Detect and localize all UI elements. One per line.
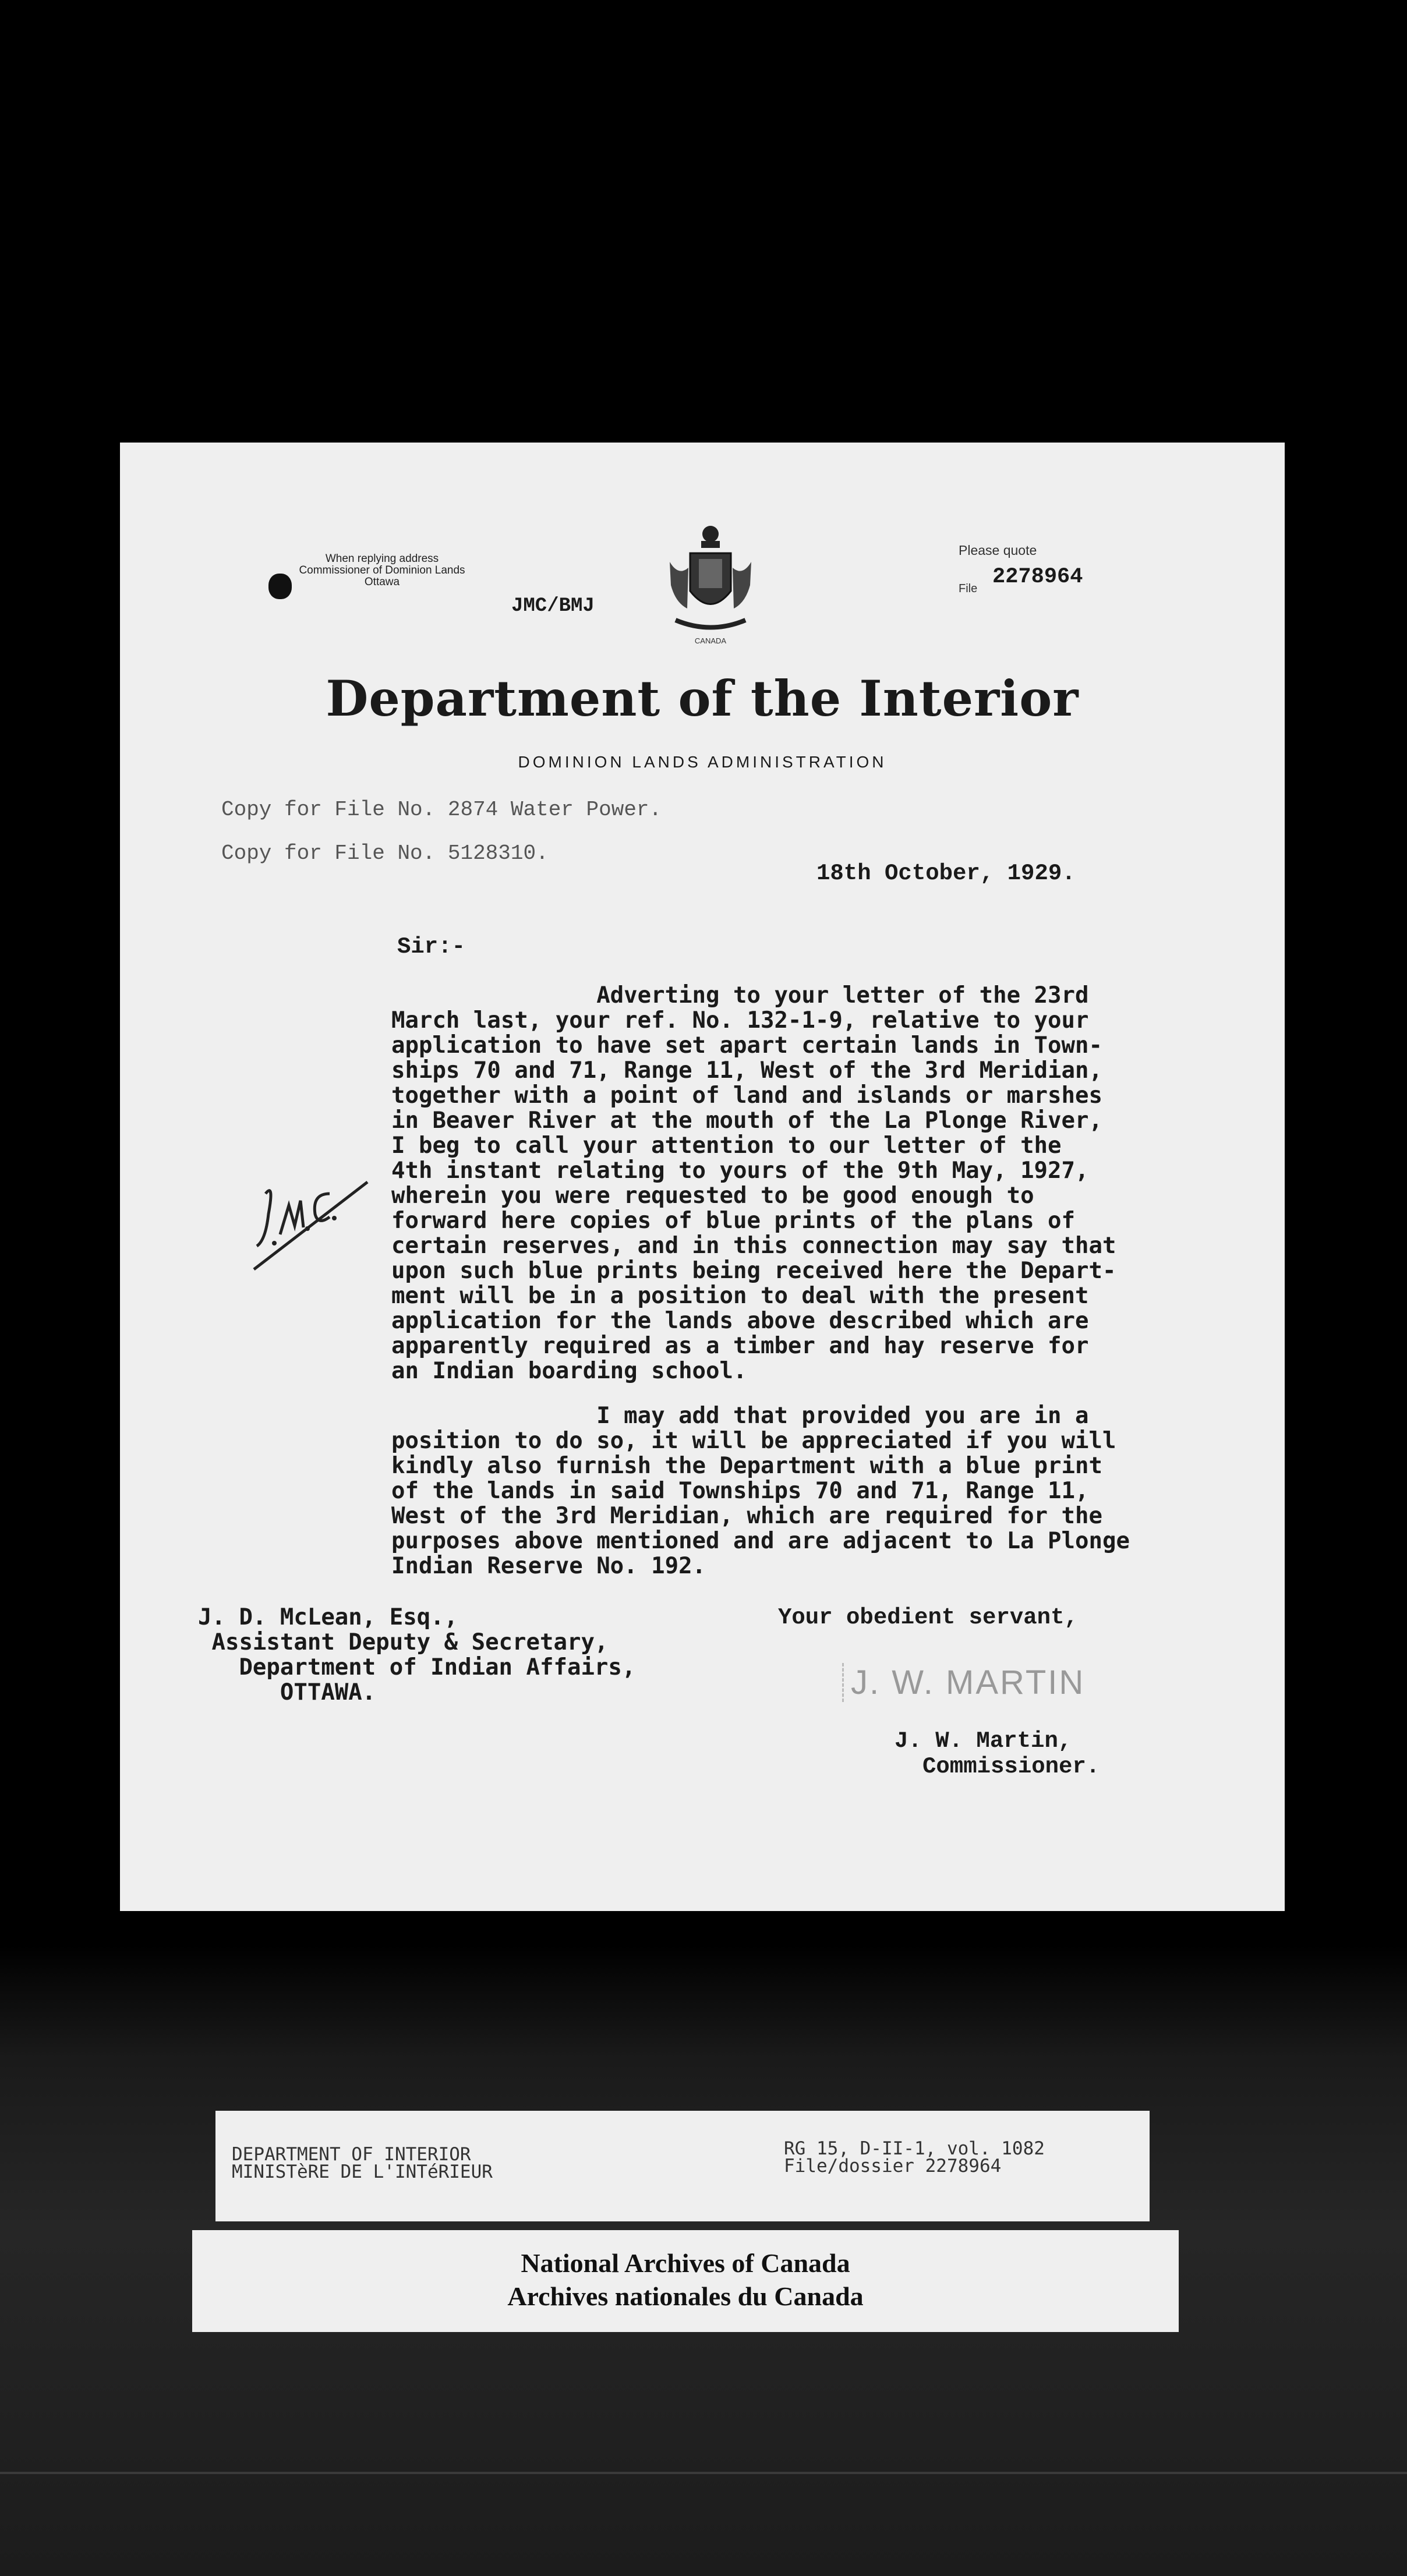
letter-date: 18th October, 1929. (816, 861, 1076, 886)
body-paragraph-1: Adverting to your letter of the 23rd March last, your ref. No. 132-1-9, relative to your application to have set apart certain lands in Town- ships 70 and 71, Range 11, West of the 3rd Meridian, together with a point of land and islands or marshes in Beaver River at the mouth of the La Plonge River, I beg to call your attention to our letter of the 4th instant relating to yours of the 9th May, 1927, wherein you were requested to be good enough to forward here copies of blue prints of the plans of certain reserves, and in this connection may say that upon such blue prints being received here the Depart- ment will be in a position to deal with the present application for the lands above described which are apparently required as a timber and hay reserve for an Indian boarding school. (391, 982, 1116, 1384)
ink-blot (268, 574, 292, 599)
department-title: Department of the Interior (326, 670, 1079, 727)
reference-file: RG 15, D-II-1, vol. 1082 File/dossier 2278964 (784, 2138, 1045, 2177)
reference-department: DEPARTMENT OF INTERIOR MINISTèRE DE L'INTéRIEUR (232, 2144, 493, 2182)
handwritten-initials (242, 1159, 376, 1293)
archive-name-en: National Archives of Canada (521, 2248, 850, 2278)
coat-of-arms-crest (664, 521, 757, 646)
bottom-rule (0, 2472, 1407, 2474)
signature-stamp: J. W. MARTIN (842, 1663, 1085, 1702)
archive-name-fr: Archives nationales du Canada (507, 2281, 864, 2311)
file-number: 2278964 (992, 565, 1083, 589)
please-quote-label: Please quote (959, 543, 1037, 558)
department-subtitle: DOMINION LANDS ADMINISTRATION (518, 753, 887, 771)
salutation: Sir:- (397, 934, 466, 960)
archive-card (192, 2230, 1179, 2332)
signatory-name: J. W. Martin, (895, 1728, 1072, 1754)
recipient-address: J. D. McLean, Esq., Assistant Deputy & Secretary, Department of Indian Affairs, OTTAWA. (198, 1604, 636, 1705)
letter-page (120, 443, 1285, 1911)
copy-note-2: Copy for File No. 5128310. (221, 841, 549, 865)
reply-note-line-1: When replying address (325, 553, 439, 565)
reference-code: JMC/BMJ (511, 595, 595, 617)
closing: Your obedient servant, (778, 1605, 1078, 1630)
reply-note (260, 553, 504, 588)
signatory-title: Commissioner. (922, 1754, 1100, 1779)
crest-caption: CANADA (694, 636, 727, 645)
reply-note-line-2: Commissioner of Dominion Lands (299, 564, 465, 576)
file-label: File (959, 582, 978, 595)
body-paragraph-2: I may add that provided you are in a position to do so, it will be appreciated if you will kindly also furnish the Department with a blue print of the lands in said Townships 70 and 71, Range 11, West of the 3rd Meridian, which are required for the purposes above mentioned and are adjacent to La Plonge Indian Reserve No. 192. (391, 1403, 1130, 1579)
reply-note-line-3: Ottawa (364, 576, 400, 588)
copy-note-1: Copy for File No. 2874 Water Power. (221, 798, 662, 822)
reference-card (215, 2111, 1150, 2221)
